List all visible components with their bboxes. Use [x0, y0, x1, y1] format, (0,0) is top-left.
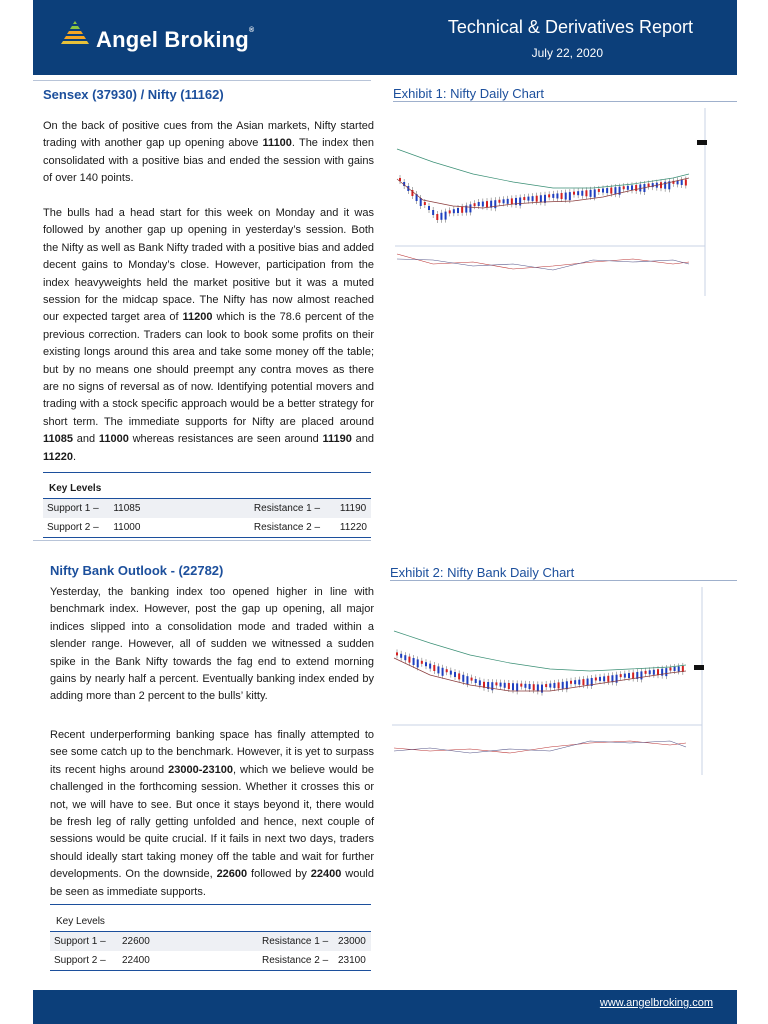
candle [640, 671, 642, 679]
nifty-daily-chart-image [393, 104, 723, 304]
candle [674, 667, 676, 671]
candle [437, 666, 439, 673]
candle [512, 683, 514, 690]
nifty-key-levels [43, 478, 371, 538]
candle [685, 180, 687, 186]
report-date: July 22, 2020 [531, 46, 603, 60]
bank-key-levels [50, 916, 371, 971]
candle [413, 658, 415, 665]
candle [527, 197, 529, 201]
candle [595, 677, 597, 680]
candle [653, 670, 655, 675]
candle [471, 678, 473, 681]
support-label: Support 2 – [54, 955, 106, 966]
candle [660, 182, 662, 188]
candle [577, 191, 579, 195]
candle [453, 209, 455, 213]
candle [587, 679, 589, 686]
candle [420, 198, 422, 206]
key-levels-divider [43, 472, 371, 473]
candle [556, 193, 558, 198]
candle [627, 186, 629, 190]
candle [449, 210, 451, 213]
resistance-label: Resistance 2 – [262, 955, 329, 966]
candle [446, 669, 448, 672]
candle [478, 202, 480, 206]
candle [678, 666, 680, 671]
candle [533, 684, 535, 690]
candle [424, 202, 426, 205]
nifty-heading: Sensex (37930) / Nifty (11162) [43, 87, 224, 102]
candle [657, 669, 659, 675]
candle [450, 671, 452, 675]
candle [606, 188, 608, 193]
candle [631, 185, 633, 190]
candle [578, 680, 580, 685]
candle [540, 195, 542, 202]
candle [648, 184, 650, 187]
key-levels-table [43, 498, 371, 538]
candle [436, 214, 438, 220]
candle [620, 674, 622, 677]
candle [623, 186, 625, 189]
candle [503, 199, 505, 203]
candle [665, 668, 667, 676]
candle [639, 184, 641, 191]
key-levels-title: Key Levels [56, 916, 105, 927]
candle [421, 661, 423, 664]
candle [561, 193, 563, 199]
support-label: Support 1 – [50, 932, 118, 952]
divider [33, 80, 371, 81]
resistance-label: Resistance 1 – [258, 932, 334, 952]
candle [474, 203, 476, 206]
candle [400, 654, 402, 658]
candle [635, 185, 637, 191]
candle [396, 652, 398, 655]
candle [519, 198, 521, 206]
resistance-value: 11190 [336, 499, 371, 519]
key-levels-divider [50, 904, 371, 905]
support-value: 11085 [109, 499, 250, 519]
candle [669, 668, 671, 671]
candle [565, 193, 567, 200]
support-value: 22600 [118, 932, 258, 952]
key-levels-title: Key Levels [49, 483, 102, 494]
candle [537, 684, 539, 691]
exhibit-2-title: Exhibit 2: Nifty Bank Daily Chart [390, 565, 575, 580]
resistance-value: 11220 [339, 522, 367, 533]
candle [486, 201, 488, 207]
candle [574, 680, 576, 684]
candle [624, 674, 626, 678]
website-link[interactable]: www.angelbroking.com [599, 997, 713, 1009]
candle [428, 206, 430, 210]
bank-nifty-heading: Nifty Bank Outlook - (22782) [50, 563, 224, 578]
candle [532, 196, 534, 201]
candle [504, 683, 506, 688]
candle [469, 204, 471, 212]
candle [404, 655, 406, 660]
candle [442, 668, 444, 676]
candle [549, 684, 551, 688]
candle [454, 672, 456, 677]
exhibit-divider [390, 580, 737, 581]
candle [494, 200, 496, 208]
candle [585, 190, 587, 196]
candle [475, 679, 477, 683]
candle [616, 675, 618, 683]
divider [33, 540, 371, 541]
candle [594, 189, 596, 197]
candle [495, 682, 497, 685]
candle [649, 670, 651, 674]
candle [520, 684, 522, 687]
candle [425, 662, 427, 666]
candle [548, 194, 550, 197]
candle [432, 210, 434, 215]
candle [458, 673, 460, 679]
candle [491, 682, 493, 690]
candle [573, 192, 575, 195]
candle [529, 684, 531, 689]
candle [433, 665, 435, 671]
table-row [50, 951, 371, 971]
key-levels-table [50, 931, 371, 971]
support-value: 11000 [113, 522, 141, 533]
nifty-paragraph-1: On the back of positive cues from the Asian markets, Nifty started trading with another gap up opening above 11100. The index then consolidated with a positive bias and ended the session with gains of over 140 points. [43, 120, 375, 185]
candle [614, 187, 616, 194]
candle [632, 673, 634, 679]
candle [479, 680, 481, 685]
bank-nifty-paragraph-2: Recent underperforming banking space has finally attempted to see some catch up to the benchmark. However, it is yet to surpass its recent highs around 23000-23100, which we believe would be challenged in the forthcoming session. Whether it crosses this or not, we will have to see. But once it stays beyond it, there would be fresh leg of rally getting unfolded and hence, next couple of sessions would be quite crucial. If it fails in next two days, traders should ideally start taking money off the table and wait for further developments. On the downside, 22600 followed by 22400 would be seen as immediate supports. [50, 729, 374, 898]
candle [511, 198, 513, 204]
candle [602, 189, 604, 193]
candle [440, 213, 442, 220]
candle [553, 683, 555, 688]
table-row [43, 499, 371, 519]
candle [508, 683, 510, 689]
resistance-label: Resistance 1 – [250, 499, 336, 519]
nifty-paragraph-2: The bulls had a head start for this week on Monday and it was followed by another gap up opening in yesterday’s session. Both the Nifty as well as Bank Nifty traded with a positive bias and added decent gains to Monday’s close. However, participation from the index heavyweights held the market positive but it was a muted session for the midcap space. The Nifty has now almost reached our expected target area of 11200 which is the 78.6 percent of the previous correction. Traders can look to book some profits on their existing longs around this area and take some money off the table; but by no means one should preempt any contra moves as there are no signs of reversal as of now. Identifying potential movers and trading with a stock specific approach would be a better strategy for short term. The immediate supports for Nifty are placed around 11085 and 11000 whereas resistances are seen around 11190 and 11220. [43, 207, 374, 463]
support-value: 22400 [122, 955, 150, 966]
candle [603, 676, 605, 681]
candle [524, 684, 526, 688]
candle [598, 189, 600, 192]
candle [590, 190, 592, 197]
candle [628, 673, 630, 678]
brand-name: Angel Broking® [96, 27, 255, 52]
candle [536, 196, 538, 202]
candle [562, 682, 564, 689]
candle [516, 683, 518, 691]
candle [482, 202, 484, 207]
candle [552, 194, 554, 198]
bank-nifty-paragraph-1: Yesterday, the banking index too opened higher in line with benchmark index. However, post the gap up opening, all major indices slipped into a consolidation mode and traded within a slender range. However, all of sudden we witnessed a sudden spike in the Bank Nifty towards the fag end to extend morning gains by nearly half a percent. Eventually banking index ended by adding more than 2 percent to the bulls’ kitty. [50, 586, 374, 703]
candle [445, 212, 447, 220]
support-label: Support 1 – [43, 499, 109, 519]
report-title: Technical & Derivatives Report [447, 17, 693, 37]
candle [429, 664, 431, 669]
table-row [43, 518, 371, 538]
candle [681, 180, 683, 185]
exhibit-1-title: Exhibit 1: Nifty Daily Chart [393, 86, 544, 101]
support-label: Support 2 – [47, 522, 99, 533]
angel-logo-icon [60, 19, 90, 45]
candle [645, 671, 647, 674]
exhibit-divider [393, 101, 737, 102]
candle [507, 199, 509, 204]
candle [457, 208, 459, 213]
table-row [50, 932, 371, 952]
candle [500, 683, 502, 687]
candle [581, 191, 583, 196]
candle [523, 197, 525, 200]
candle [610, 188, 612, 194]
candle [466, 676, 468, 684]
resistance-value: 23000 [334, 932, 371, 952]
candle [607, 676, 609, 682]
candle [462, 675, 464, 682]
candle [461, 207, 463, 213]
candle [569, 192, 571, 200]
candle [582, 679, 584, 685]
candle [570, 681, 572, 684]
candle [664, 182, 666, 189]
candle [558, 682, 560, 688]
candle [417, 659, 419, 667]
candle [541, 685, 543, 693]
candle [545, 684, 547, 687]
candle [599, 677, 601, 681]
resistance-value: 23100 [338, 955, 366, 966]
candle [408, 657, 410, 663]
bank-nifty-daily-chart-image [390, 583, 720, 783]
candle [498, 200, 500, 203]
resistance-label: Resistance 2 – [253, 522, 321, 533]
